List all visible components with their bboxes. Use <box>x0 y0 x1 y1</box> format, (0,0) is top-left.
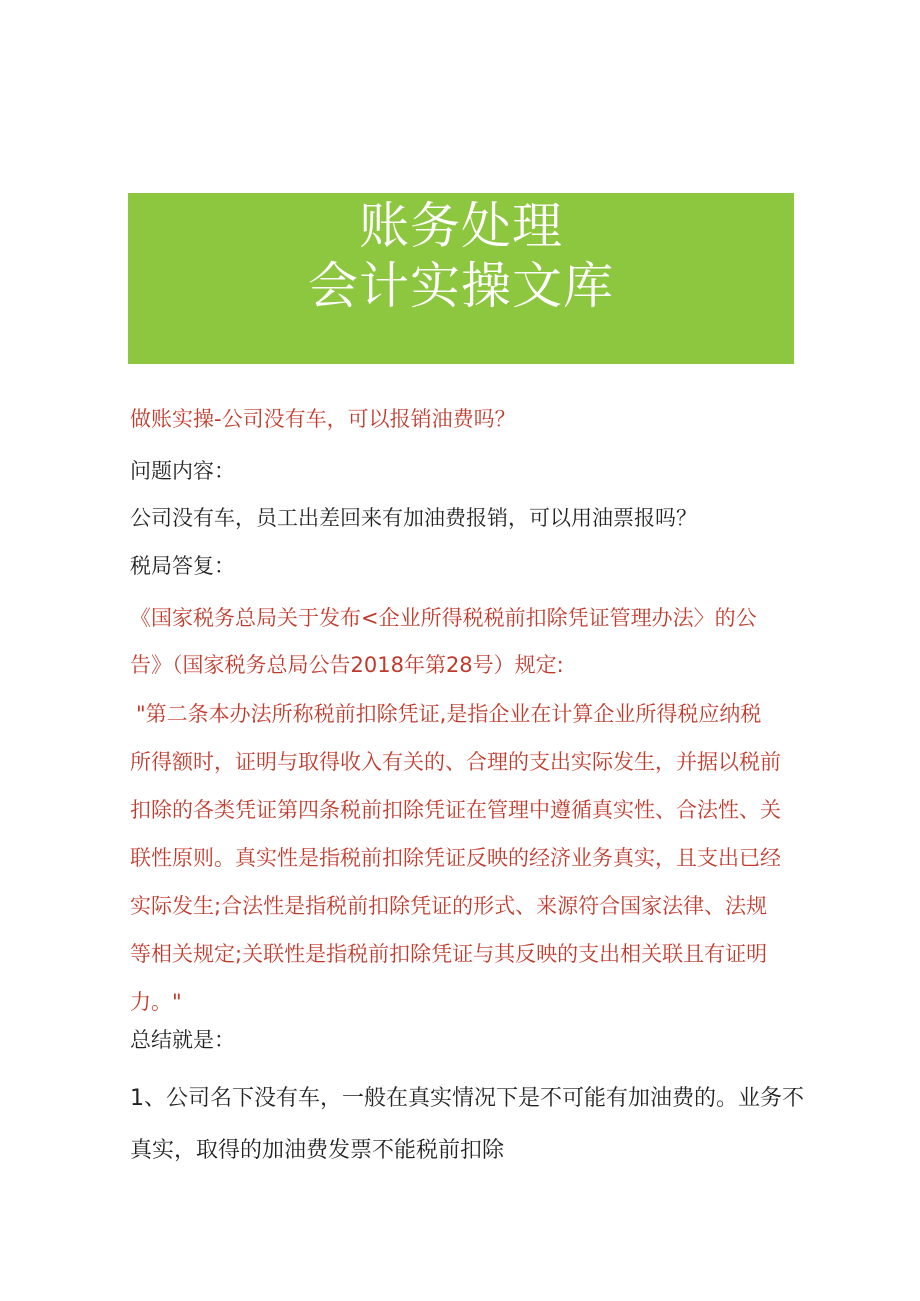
reference-line: 《国家税务总局关于发布<企业所得税税前扣除凭证管理办法〉的公 <box>130 606 757 630</box>
quote-line: 力。" <box>130 990 182 1014</box>
summary-label: 总结就是： <box>130 1028 235 1052</box>
question-label: 问题内容： <box>130 459 235 483</box>
reference-line: 告》（国家税务总局公告2018年第28号）规定: <box>130 653 564 677</box>
quote-line: 扣除的各类凭证第四条税前扣除凭证在管理中遵循真实性、合法性、关 <box>130 798 781 822</box>
article-title: 做账实操-公司没有车，可以报销油费吗？ <box>130 407 516 431</box>
quote-line: 联性原则。真实性是指税前扣除凭证反映的经济业务真实，且支出已经 <box>130 846 781 870</box>
quote-line: 实际发生;合法性是指税前扣除凭证的形式、来源符合国家法律、法规 <box>130 894 768 918</box>
quote-line: 等相关规定;关联性是指税前扣除凭证与其反映的支出相关联且有证明 <box>130 942 768 966</box>
question-text: 公司没有车，员工出差回来有加油费报销，可以用油票报吗？ <box>130 506 697 530</box>
regulation-quote <box>130 690 796 1026</box>
summary-point-line: 1、公司名下没有车，一般在真实情况下是不可能有加油费的。业务不 <box>130 1086 804 1111</box>
summary-point-line: 真实，取得的加油费发票不能税前扣除 <box>130 1138 505 1163</box>
regulation-reference <box>130 595 796 689</box>
summary-point <box>130 1073 804 1177</box>
banner-title: 账务处理 <box>359 197 563 255</box>
answer-label: 税局答复： <box>130 554 235 578</box>
quote-line: "第二条本办法所称税前扣除凭证,是指企业在计算企业所得税应纳税 <box>136 702 762 726</box>
banner-subtitle: 会计实操文库 <box>308 257 614 315</box>
quote-line: 所得额时，证明与取得收入有关的、合理的支出实际发生，并据以税前 <box>130 750 781 774</box>
